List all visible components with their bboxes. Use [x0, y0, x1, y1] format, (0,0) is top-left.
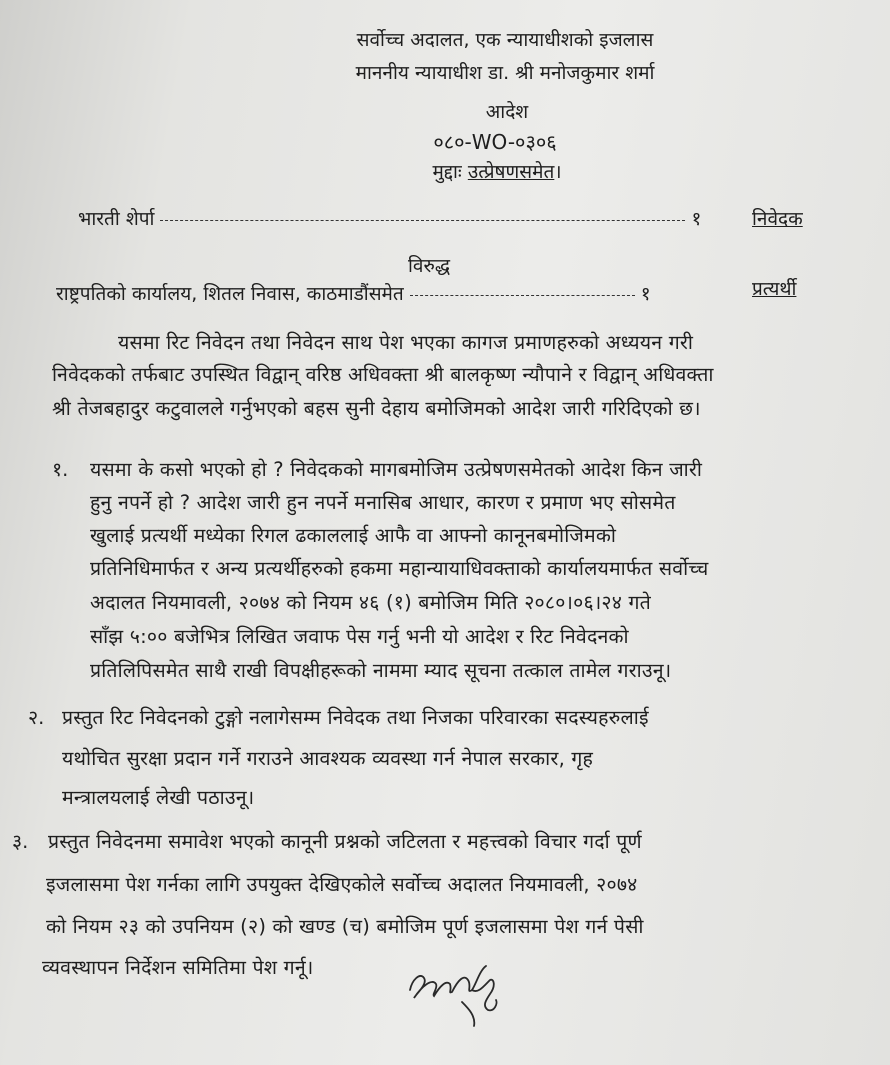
- item-line: खुलाई प्रत्यर्थी मध्येका रिगल ढकाललाई आफै वा आफ्नो कानूनबमोजिमको: [90, 524, 617, 547]
- intro-line: श्री तेजबहादुर कटुवालले गर्नुभएको बहस सुनी देहाय बमोजिमको आदेश जारी गरिदिएको छ।: [52, 397, 701, 420]
- signature-icon: [402, 950, 512, 1030]
- item-line: प्रतिनिधिमार्फत र अन्य प्रत्यर्थीहरुको हकमा महान्यायाधिवक्ताको कार्यालयमार्फत सर्वोच्च: [90, 557, 709, 580]
- item-line: इजलासमा पेश गर्नका लागि उपयुक्त देखिएकोले सर्वोच्च अदालत नियमावली, २०७४: [46, 873, 638, 896]
- item-number: २.: [28, 706, 45, 729]
- court-name: सर्वोच्च अदालत, एक न्यायाधीशको इजलास: [356, 29, 654, 51]
- petitioner-role: निवेदक: [752, 208, 803, 230]
- dotted-leader: [410, 294, 635, 296]
- dotted-leader: [160, 219, 685, 221]
- item-line: को नियम २३ को उपनियम (२) को खण्ड (च) बमोजिम पूर्ण इजलासमा पेश गर्न पेसी: [46, 915, 644, 938]
- item-line: मन्त्रालयलाई लेखी पठाउनू।: [62, 786, 255, 809]
- item-line: यसमा के कसो भएको हो ? निवेदकको मागबमोजिम उत्प्रेषणसमेतको आदेश किन जारी: [90, 458, 703, 481]
- petitioner-count: १: [691, 208, 702, 230]
- respondent-role: प्रत्यर्थी: [752, 278, 797, 300]
- item-number: ३.: [12, 830, 29, 853]
- respondent-line: [56, 280, 651, 306]
- respondent-count: १: [640, 283, 651, 305]
- item-line: साँझ ५:०० बजेभित्र लिखित जवाफ पेस गर्नु भनी यो आदेश र रिट निवेदनको: [90, 625, 629, 648]
- item-line: प्रतिलिपिसमेत साथै राखी विपक्षीहरूको नाममा म्याद सूचना तत्काल तामेल गराउनू।: [90, 659, 672, 682]
- subject-end: ।: [554, 161, 562, 183]
- subject-prefix: मुद्दाः: [432, 161, 462, 183]
- intro-line: यसमा रिट निवेदन तथा निवेदन साथ पेश भएका कागज प्रमाणहरुको अध्ययन गरी: [118, 331, 694, 354]
- respondent-name: राष्ट्रपतिको कार्यालय, शितल निवास, काठमाडौंसमेत: [56, 283, 404, 305]
- item-number: १.: [52, 458, 69, 481]
- intro-line: निवेदकको तर्फबाट उपस्थित विद्वान् वरिष्ठ अधिवक्ता श्री बालकृष्ण न्यौपाने र विद्वान् अधिवक्ता: [52, 363, 714, 386]
- item-line: व्यवस्थापन निर्देशन समितिमा पेश गर्नू।: [42, 956, 314, 979]
- item-line: प्रस्तुत रिट निवेदनको टुङ्गो नलागेसम्म निवेदक तथा निजका परिवारका सदस्यहरुलाई: [62, 706, 649, 729]
- petitioner-name: भारती शेर्पा: [78, 208, 155, 230]
- judge-name: माननीय न्यायाधीश डा. श्री मनोजकुमार शर्मा: [355, 62, 655, 84]
- item-line: प्रस्तुत निवेदनमा समावेश भएको कानूनी प्रश्नको जटिलता र महत्त्वको विचार गर्दा पूर्ण: [48, 830, 642, 853]
- item-line: अदालत नियमावली, २०७४ को नियम ४६ (१) बमोजिम मिति २०८०।०६।२४ गते: [90, 591, 651, 614]
- item-line: हुनु नपर्ने हो ? आदेश जारी हुन नपर्ने मनासिब आधार, कारण र प्रमाण भए सोसमेत: [90, 491, 676, 514]
- versus-label: विरुद्ध: [408, 255, 451, 277]
- case-number: ०८०-WO-०३०६: [433, 130, 557, 154]
- document-type: आदेश: [485, 101, 529, 123]
- item-line: यथोचित सुरक्षा प्रदान गर्ने गराउने आवश्यक व्यवस्था गर्न नेपाल सरकार, गृह: [62, 747, 594, 770]
- case-subject: [52, 158, 890, 184]
- petitioner-line: [78, 205, 701, 231]
- subject-value: उत्प्रेषणसमेत: [467, 161, 555, 183]
